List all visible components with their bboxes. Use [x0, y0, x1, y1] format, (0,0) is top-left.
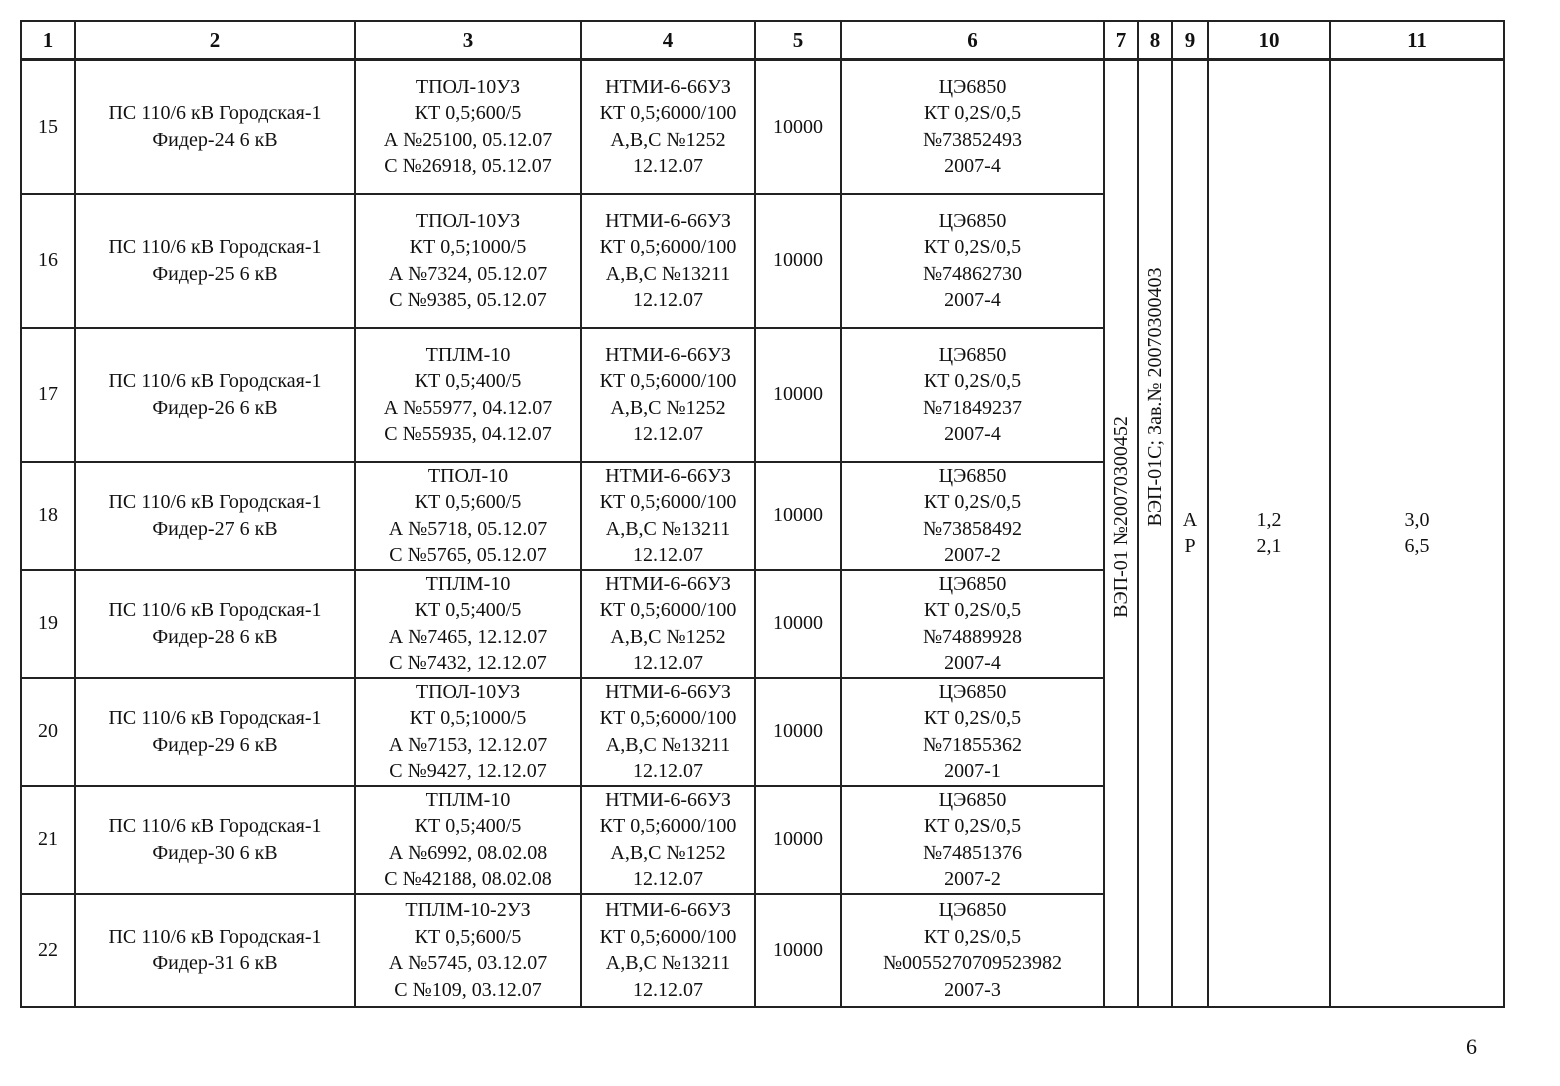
- cell-line: 2007-4: [944, 155, 1001, 178]
- energy-type-cell: [1172, 60, 1208, 1007]
- voltage-transformer-cell: [581, 60, 755, 194]
- voltage-transformer-cell: [581, 678, 755, 786]
- cell-line: А №5745, 03.12.07: [388, 952, 548, 974]
- cell-line: №74862730: [922, 262, 1023, 285]
- voltage-transformer-cell: [581, 462, 755, 570]
- cell-line: КТ 0,5;6000/100: [599, 599, 737, 621]
- cell-line: №71855362: [922, 733, 1023, 756]
- cell-line: 2007-4: [944, 289, 1001, 311]
- cell-line: 2007-3: [944, 978, 1001, 1001]
- header-cell: 1: [21, 21, 75, 60]
- meter-cell: [841, 678, 1104, 786]
- cell-line: КТ 0,5;1000/5: [409, 707, 527, 729]
- cell-line: А,В,С №1252: [610, 128, 726, 151]
- cell-line: С №55935, 04.12.07: [384, 423, 552, 445]
- cell-line: КТ 0,5;6000/100: [599, 707, 737, 729]
- cell-line: Фидер-26 6 кВ: [152, 396, 278, 419]
- ratio-cell: 10000: [755, 678, 841, 786]
- voltage-transformer-cell: [581, 786, 755, 894]
- error-cell: [1330, 60, 1504, 1007]
- header-cell: 10: [1208, 21, 1330, 60]
- cell-line: №73858492: [922, 517, 1023, 540]
- cell-line: А №25100, 05.12.07: [383, 128, 553, 151]
- header-row: [21, 21, 1504, 60]
- cell-line: А,В,С №1252: [610, 396, 726, 419]
- cell-line: 12.12.07: [633, 868, 703, 890]
- cell-line: НТМИ-6-66УЗ: [605, 464, 731, 487]
- cell-line: Фидер-27 6 кВ: [152, 517, 278, 540]
- cell-line: КТ 0,5;600/5: [414, 491, 522, 513]
- cell-line: КТ 0,2S/0,5: [923, 815, 1022, 837]
- cell-line: С №9427, 12.12.07: [389, 760, 547, 782]
- cell-line: КТ 0,2S/0,5: [923, 925, 1022, 948]
- row-number-cell: 21: [21, 786, 75, 894]
- cell-line: КТ 0,5;600/5: [414, 102, 522, 125]
- row-number-cell: 15: [21, 60, 75, 194]
- cell-line: НТМИ-6-66УЗ: [605, 572, 731, 595]
- cell-line: ТПЛМ-10: [425, 788, 511, 811]
- cell-line: ПС 110/6 кВ Городская-1: [108, 370, 322, 392]
- cell-line: ЦЭ6850: [938, 788, 1007, 811]
- cell-line: Р: [1184, 535, 1196, 558]
- meter-cell: [841, 786, 1104, 894]
- cell-line: А,В,С №13211: [605, 262, 731, 285]
- cell-line: С №5765, 05.12.07: [389, 544, 547, 566]
- cell-line: 2,1: [1256, 535, 1282, 558]
- current-transformer-cell: [355, 894, 581, 1007]
- cell-line: А №7465, 12.12.07: [388, 625, 548, 648]
- uspd-cell: [1104, 60, 1138, 1007]
- cell-line: 12.12.07: [633, 289, 703, 311]
- cell-line: ЦЭ6850: [938, 343, 1007, 366]
- equipment-table: [20, 20, 1505, 1008]
- current-transformer-cell: [355, 328, 581, 462]
- cell-line: НТМИ-6-66УЗ: [605, 899, 731, 921]
- row-number-cell: 18: [21, 462, 75, 570]
- ratio-cell: 10000: [755, 60, 841, 194]
- cell-line: №74889928: [922, 625, 1023, 648]
- cell-line: КТ 0,5;6000/100: [599, 370, 737, 392]
- current-transformer-cell: [355, 462, 581, 570]
- cell-line: КТ 0,5;600/5: [414, 925, 522, 948]
- meter-cell: [841, 570, 1104, 678]
- cell-line: КТ 0,5;400/5: [414, 370, 522, 392]
- ratio-cell: 10000: [755, 462, 841, 570]
- cell-line: 2007-4: [944, 423, 1001, 445]
- server-label: ВЭП-01С; Зав.№ 20070300403: [1144, 267, 1166, 527]
- cell-line: 12.12.07: [633, 760, 703, 782]
- cell-line: КТ 0,5;400/5: [414, 815, 522, 837]
- cell-line: КТ 0,5;6000/100: [599, 925, 737, 948]
- table-body: [21, 60, 1504, 1007]
- cell-line: ТПОЛ-10УЗ: [415, 209, 521, 232]
- cell-line: А №6992, 08.02.08: [388, 841, 548, 864]
- cell-line: ЦЭ6850: [938, 209, 1007, 232]
- header-cell: 6: [841, 21, 1104, 60]
- cell-line: ТПОЛ-10: [427, 464, 509, 487]
- cell-line: 12.12.07: [633, 423, 703, 445]
- cell-line: А: [1182, 508, 1198, 531]
- cell-line: А №7153, 12.12.07: [388, 733, 548, 756]
- cell-line: КТ 0,5;400/5: [414, 599, 522, 621]
- cell-line: КТ 0,2S/0,5: [923, 599, 1022, 621]
- cell-line: №74851376: [922, 841, 1023, 864]
- row-number-cell: 22: [21, 894, 75, 1007]
- header-cell: 7: [1104, 21, 1138, 60]
- cell-line: Фидер-24 6 кВ: [152, 128, 278, 151]
- cell-line: КТ 0,2S/0,5: [923, 707, 1022, 729]
- cell-line: 12.12.07: [633, 978, 703, 1001]
- row-number-cell: 16: [21, 194, 75, 328]
- object-cell: [75, 786, 355, 894]
- cell-line: А,В,С №1252: [610, 841, 726, 864]
- cell-line: С №26918, 05.12.07: [384, 155, 552, 178]
- cell-line: А №7324, 05.12.07: [388, 262, 548, 285]
- current-transformer-cell: [355, 570, 581, 678]
- meter-cell: [841, 328, 1104, 462]
- meter-cell: [841, 462, 1104, 570]
- object-cell: [75, 194, 355, 328]
- cell-line: НТМИ-6-66УЗ: [605, 209, 731, 232]
- object-cell: [75, 60, 355, 194]
- header-cell: 2: [75, 21, 355, 60]
- object-cell: [75, 462, 355, 570]
- table-row: [21, 60, 1504, 194]
- cell-line: А №55977, 04.12.07: [383, 396, 553, 419]
- current-transformer-cell: [355, 194, 581, 328]
- cell-line: КТ 0,5;6000/100: [599, 236, 737, 258]
- cell-line: 12.12.07: [633, 652, 703, 674]
- cell-line: А,В,С №1252: [610, 625, 726, 648]
- object-cell: [75, 678, 355, 786]
- row-number-cell: 20: [21, 678, 75, 786]
- cell-line: С №109, 03.12.07: [394, 978, 542, 1001]
- ratio-cell: 10000: [755, 894, 841, 1007]
- cell-line: ЦЭ6850: [938, 75, 1007, 98]
- cell-line: КТ 0,2S/0,5: [923, 370, 1022, 392]
- cell-line: КТ 0,5;6000/100: [599, 815, 737, 837]
- cell-line: ПС 110/6 кВ Городская-1: [108, 707, 322, 729]
- server-cell: [1138, 60, 1172, 1007]
- cell-line: Фидер-29 6 кВ: [152, 733, 278, 756]
- cell-line: ЦЭ6850: [938, 680, 1007, 703]
- cell-line: А,В,С №13211: [605, 517, 731, 540]
- current-transformer-cell: [355, 678, 581, 786]
- meter-cell: [841, 194, 1104, 328]
- cell-line: ПС 110/6 кВ Городская-1: [108, 102, 322, 125]
- cell-line: Фидер-31 6 кВ: [152, 952, 278, 974]
- cell-line: А,В,С №13211: [605, 733, 731, 756]
- cell-line: 12.12.07: [633, 155, 703, 178]
- cell-line: ПС 110/6 кВ Городская-1: [108, 925, 322, 948]
- cell-line: КТ 0,5;6000/100: [599, 491, 737, 513]
- cell-line: Фидер-25 6 кВ: [152, 262, 278, 285]
- cell-line: 2007-2: [944, 868, 1001, 890]
- cell-line: С №42188, 08.02.08: [384, 868, 552, 890]
- cell-line: Фидер-30 6 кВ: [152, 841, 278, 864]
- cell-line: ПС 110/6 кВ Городская-1: [108, 236, 322, 258]
- document-sheet: [20, 20, 1505, 1008]
- ratio-cell: 10000: [755, 194, 841, 328]
- header-cell: 4: [581, 21, 755, 60]
- cell-line: КТ 0,5;6000/100: [599, 102, 737, 125]
- cell-line: Фидер-28 6 кВ: [152, 625, 278, 648]
- cell-line: КТ 0,5;1000/5: [409, 236, 527, 258]
- current-transformer-cell: [355, 786, 581, 894]
- cell-line: КТ 0,2S/0,5: [923, 236, 1022, 258]
- uspd-label: ВЭП-01 №20070300452: [1110, 416, 1132, 619]
- cell-line: 2007-1: [944, 760, 1001, 782]
- cell-line: НТМИ-6-66УЗ: [605, 75, 731, 98]
- cell-line: С №9385, 05.12.07: [389, 289, 547, 311]
- cell-line: ТПОЛ-10УЗ: [415, 75, 521, 98]
- cell-line: 12.12.07: [633, 544, 703, 566]
- cell-line: 2007-4: [944, 652, 1001, 674]
- ratio-cell: 10000: [755, 786, 841, 894]
- row-number-cell: 17: [21, 328, 75, 462]
- ratio-cell: 10000: [755, 570, 841, 678]
- cell-line: ЦЭ6850: [938, 464, 1007, 487]
- page-number: 6: [1466, 1034, 1477, 1059]
- cell-line: ЦЭ6850: [938, 899, 1007, 921]
- meter-cell: [841, 60, 1104, 194]
- cell-line: №0055270709523982: [882, 952, 1063, 974]
- cell-line: ТПЛМ-10: [425, 572, 511, 595]
- voltage-transformer-cell: [581, 570, 755, 678]
- cell-line: №73852493: [922, 128, 1023, 151]
- cell-line: 3,0: [1404, 508, 1430, 531]
- meter-cell: [841, 894, 1104, 1007]
- voltage-transformer-cell: [581, 894, 755, 1007]
- cell-line: НТМИ-6-66УЗ: [605, 788, 731, 811]
- header-cell: 3: [355, 21, 581, 60]
- accuracy-cell: [1208, 60, 1330, 1007]
- voltage-transformer-cell: [581, 194, 755, 328]
- cell-line: №71849237: [922, 396, 1023, 419]
- cell-line: НТМИ-6-66УЗ: [605, 343, 731, 366]
- cell-line: КТ 0,2S/0,5: [923, 491, 1022, 513]
- current-transformer-cell: [355, 60, 581, 194]
- cell-line: НТМИ-6-66УЗ: [605, 680, 731, 703]
- object-cell: [75, 570, 355, 678]
- cell-line: ТПЛМ-10: [425, 343, 511, 366]
- header-cell: 11: [1330, 21, 1504, 60]
- cell-line: 6,5: [1404, 535, 1430, 558]
- voltage-transformer-cell: [581, 328, 755, 462]
- cell-line: ТПЛМ-10-2УЗ: [405, 899, 531, 921]
- header-cell: 8: [1138, 21, 1172, 60]
- ratio-cell: 10000: [755, 328, 841, 462]
- cell-line: ЦЭ6850: [938, 572, 1007, 595]
- cell-line: А №5718, 05.12.07: [388, 517, 548, 540]
- header-cell: 5: [755, 21, 841, 60]
- object-cell: [75, 328, 355, 462]
- cell-line: 1,2: [1256, 508, 1282, 531]
- cell-line: КТ 0,2S/0,5: [923, 102, 1022, 125]
- object-cell: [75, 894, 355, 1007]
- cell-line: ПС 110/6 кВ Городская-1: [108, 815, 322, 837]
- cell-line: А,В,С №13211: [605, 952, 731, 974]
- header-cell: 9: [1172, 21, 1208, 60]
- cell-line: ТПОЛ-10УЗ: [415, 680, 521, 703]
- cell-line: С №7432, 12.12.07: [389, 652, 547, 674]
- cell-line: ПС 110/6 кВ Городская-1: [108, 491, 322, 513]
- row-number-cell: 19: [21, 570, 75, 678]
- cell-line: ПС 110/6 кВ Городская-1: [108, 599, 322, 621]
- cell-line: 2007-2: [944, 544, 1001, 566]
